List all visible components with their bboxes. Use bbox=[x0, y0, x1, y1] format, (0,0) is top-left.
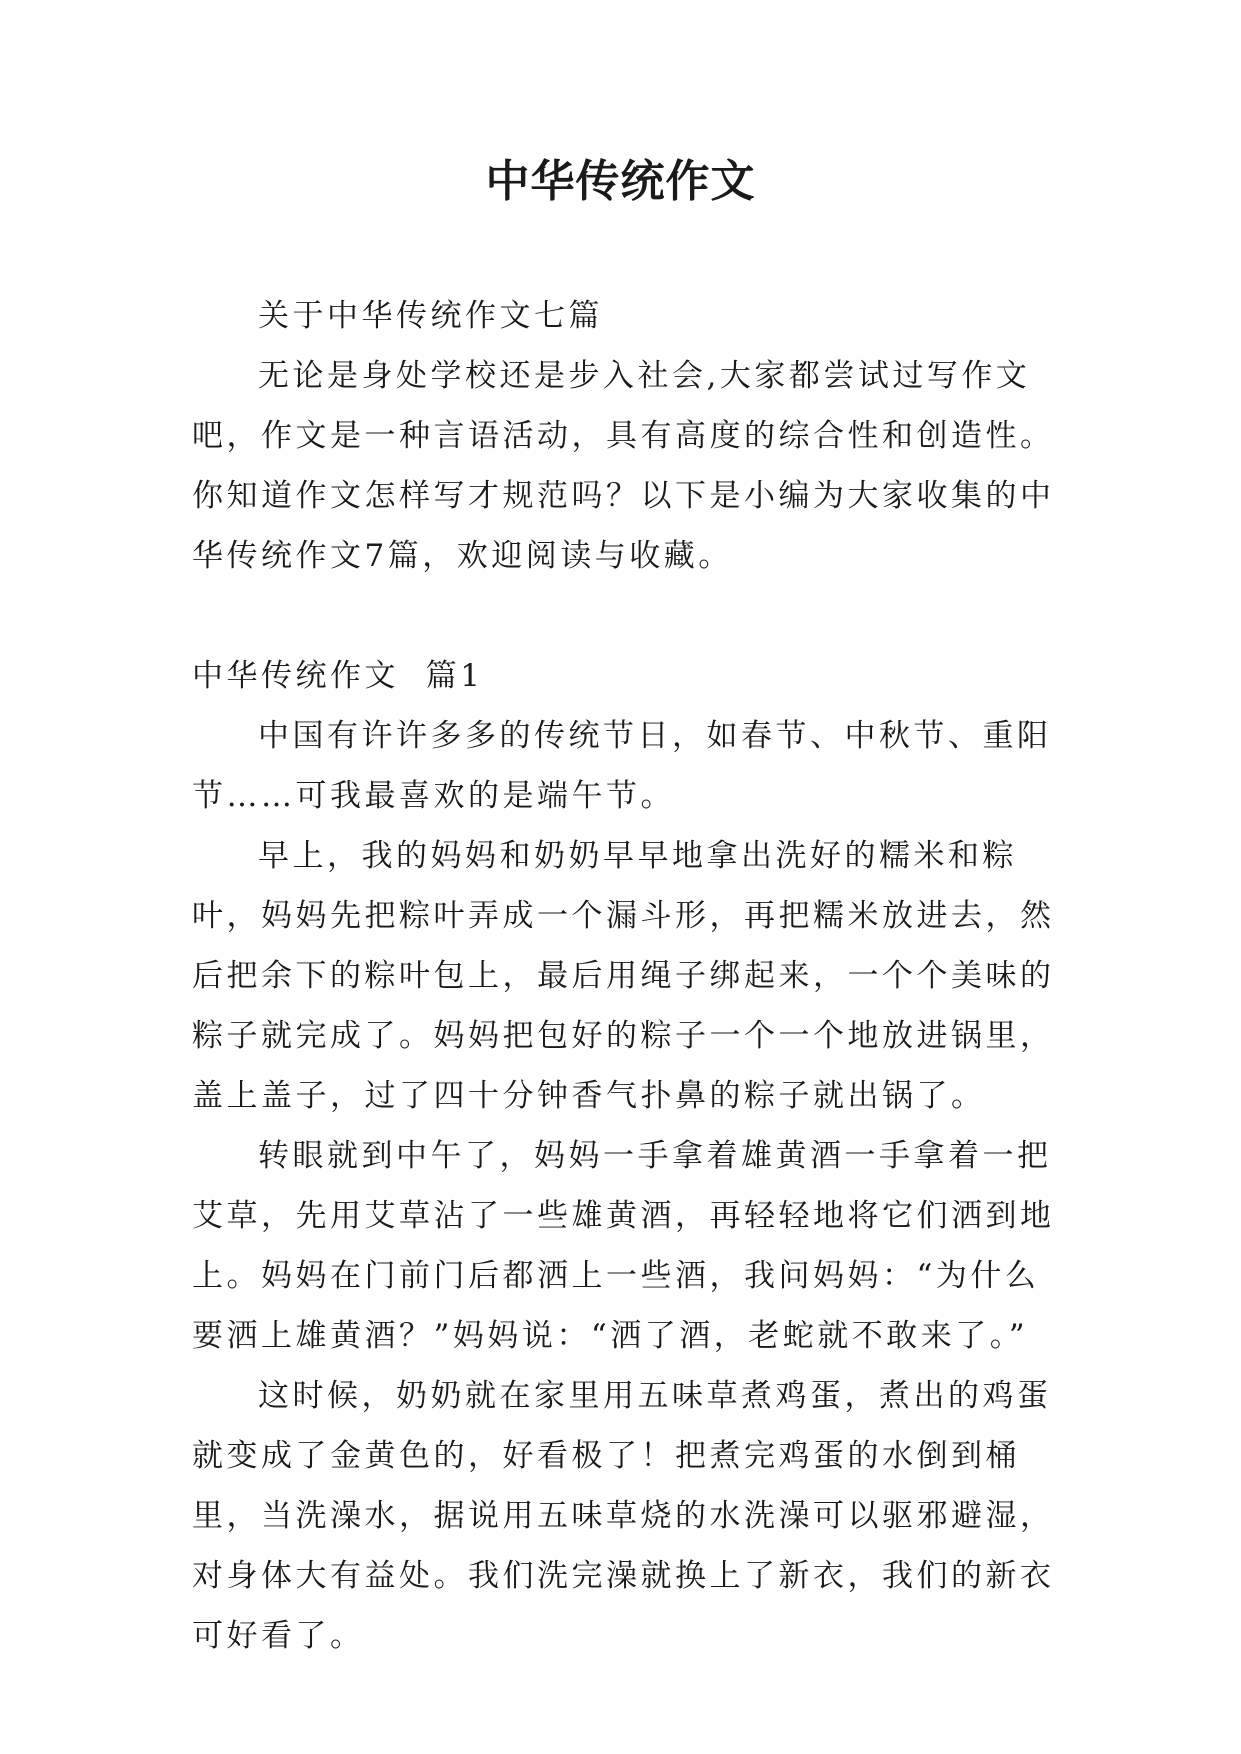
body-paragraph: 早上，我的妈妈和奶奶早早地拿出洗好的糯米和粽叶，妈妈先把粽叶弄成一个漏斗形，再把糯米放进去，然后把余下的粽叶包上，最后用绳子绑起来，一个个美味的粽子就完成了。妈妈把包好的粽子一个一个地放进锅里，盖上盖子，过了四十分钟香气扑鼻的粽子就出锅了。 bbox=[192, 838, 1055, 1114]
body-paragraph: 中国有许许多多的传统节日，如春节、中秋节、重阳节……可我最喜欢的是端午节。 bbox=[192, 718, 1052, 814]
document-title: 中华传统作文 bbox=[485, 156, 756, 207]
section-title: 中华传统作文 篇1 bbox=[192, 658, 484, 694]
document-subtitle: 关于中华传统作文七篇 bbox=[258, 298, 603, 334]
body-paragraph: 转眼就到中午了，妈妈一手拿着雄黄酒一手拿着一把艾草，先用艾草沾了一些雄黄酒，再轻轻地将它们洒到地上。妈妈在门前门后都洒上一些酒，我问妈妈：“为什么要洒上雄黄酒？”妈妈说：“洒了酒，老蛇就不敢来了。” bbox=[192, 1138, 1055, 1354]
document-body bbox=[192, 286, 1062, 1666]
body-paragraph: 这时候，奶奶就在家里用五味草煮鸡蛋，煮出的鸡蛋就变成了金黄色的，好看极了！把煮完鸡蛋的水倒到桶里，当洗澡水，据说用五味草烧的水洗澡可以驱邪避湿，对身体大有益处。我们洗完澡就换上了新衣，我们的新衣可好看了。 bbox=[192, 1378, 1055, 1654]
intro-paragraph: 无论是身处学校还是步入社会,大家都尝试过写作文吧，作文是一种言语活动，具有高度的综合性和创造性。你知道作文怎样写才规范吗？以下是小编为大家收集的中华传统作文7篇，欢迎阅读与收藏。 bbox=[192, 358, 1055, 574]
